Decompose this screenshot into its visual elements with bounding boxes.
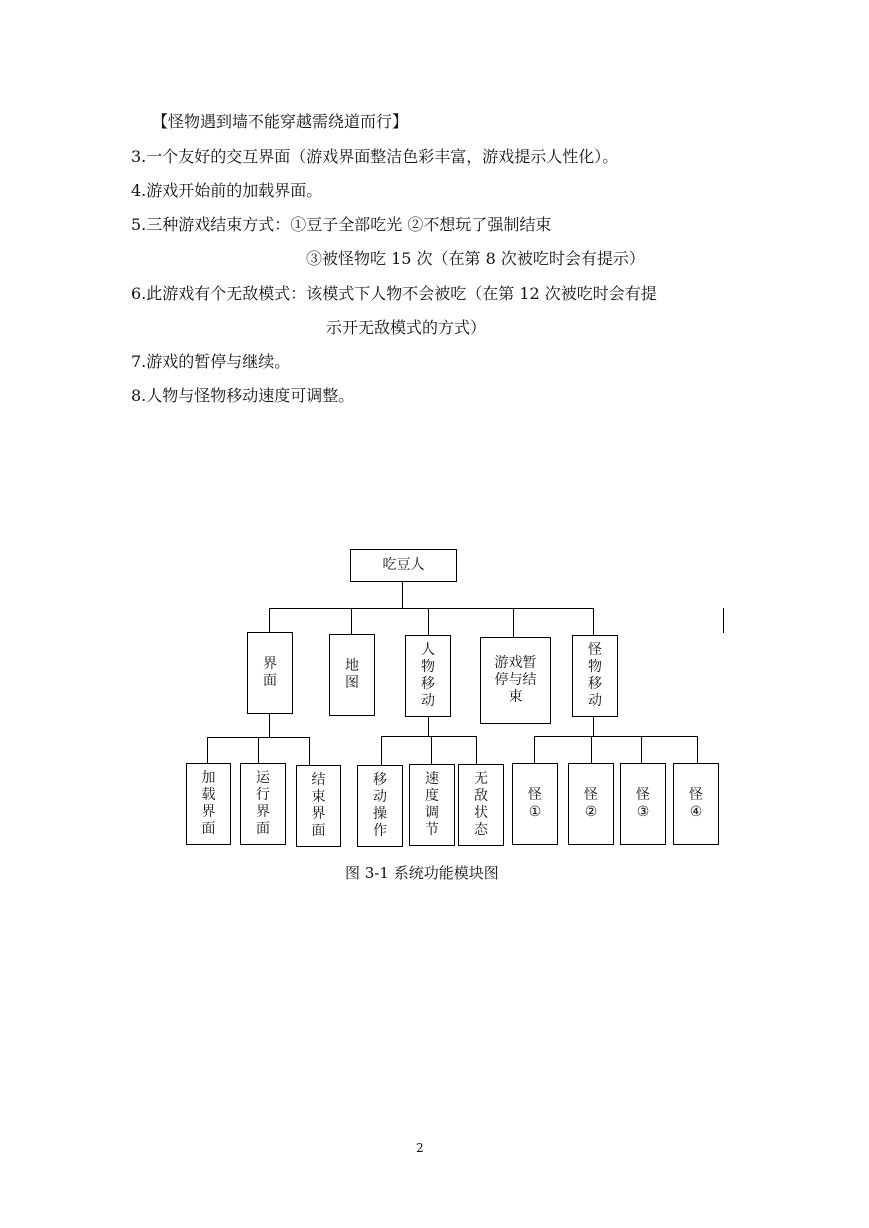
connector-line [593,608,594,635]
node-char: ② [584,804,598,820]
node-char: 怪 [689,787,703,803]
connector-line [428,717,429,736]
node-guai-4 [673,763,719,845]
connector-line [428,608,429,635]
node-char: 动 [588,693,602,709]
node-char: 地 [345,658,359,674]
node-sudu-tiaojie [409,764,455,846]
text-line-item-6: 6.此游戏有个无敌模式：该模式下人物不会被吃（在第 12 次被吃时会有提 [131,284,657,303]
node-char: 操 [373,806,387,822]
node-char: 面 [263,673,277,689]
node-zanting-jieshu [480,637,551,724]
node-char: 物 [421,659,435,675]
node-guai-3 [620,763,666,845]
node-char: 状 [474,805,488,821]
node-jiazai-jiemian [186,763,231,845]
connector-line [269,608,270,632]
connector-line [697,736,698,763]
text-line-item-3: 3.一个友好的交互界面（游戏界面整洁色彩丰富，游戏提示人性化）。 [131,147,619,166]
node-guaiwu-yidong [572,635,618,717]
connector-line [207,737,208,763]
node-char: 加 [201,770,216,786]
connector-line [591,736,592,763]
node-char: 移 [373,772,387,788]
connector-line [402,582,403,608]
node-char: 面 [256,821,270,837]
node-line: 停与结 [494,672,537,688]
node-char: 载 [201,787,216,803]
connector-line [269,608,594,609]
node-root [350,549,457,582]
node-char: 怪 [636,787,650,803]
node-char: 怪 [588,642,602,658]
connector-line [641,736,642,763]
node-char: 动 [421,693,435,709]
node-char: 人 [421,642,435,658]
node-jieshu-jiemian [296,765,341,847]
node-char: 节 [425,822,439,838]
node-guai-2 [568,763,614,845]
connector-line [431,736,432,764]
node-char: 面 [201,821,216,837]
node-char: 界 [311,806,326,822]
connector-line [258,737,259,763]
connector-line [476,736,477,764]
connector-line [534,736,698,737]
node-char: 调 [425,805,439,821]
connector-line [593,717,594,736]
node-char: 界 [256,804,270,820]
node-char: 速 [425,771,439,787]
node-char: 面 [311,823,326,839]
node-char: 作 [373,823,387,839]
connector-line [534,736,535,763]
node-char: 动 [373,789,387,805]
connector-line [351,608,352,634]
node-wudi-zhuangtai [458,764,504,846]
node-char: ④ [689,804,703,820]
text-line-item-7: 7.游戏的暂停与继续。 [131,352,291,371]
text-line-item-8: 8.人物与怪物移动速度可调整。 [131,386,355,405]
connector-line [381,736,477,737]
page-number: 2 [416,1141,424,1155]
node-char: 怪 [528,787,542,803]
node-jiemian [247,632,293,714]
node-char: 敌 [474,788,488,804]
node-guai-1 [512,763,558,845]
node-char: 态 [474,822,488,838]
node-char: 图 [345,675,359,691]
stray-mark [723,608,724,633]
node-root-label: 吃豆人 [382,557,425,573]
node-yidong-caozuo [357,765,403,847]
text-line-item-6-cont: 示开无敌模式的方式） [326,318,487,337]
node-char: 物 [588,659,602,675]
text-line-item-4: 4.游戏开始前的加载界面。 [131,181,323,200]
connector-line [513,608,514,637]
node-char: 移 [421,676,435,692]
node-char: 界 [201,804,216,820]
node-char: 怪 [584,787,598,803]
node-char: ① [528,804,542,820]
node-char: 行 [256,787,270,803]
connector-line [309,737,310,765]
connector-line [269,714,270,737]
node-char: 度 [425,788,439,804]
node-char: 结 [311,772,326,788]
node-yunxing-jiemian [240,763,286,845]
node-char: 移 [588,676,602,692]
figure-caption: 图 3-1 系统功能模块图 [345,864,499,882]
text-line-item-5-cont: ③被怪物吃 15 次（在第 8 次被吃时会有提示） [306,249,645,268]
node-char: 运 [256,770,270,786]
node-line: 束 [508,689,523,705]
node-renwu-yidong [405,635,451,717]
node-ditu [329,634,375,716]
text-line-wall-rule: 【怪物遇到墙不能穿越需绕道而行】 [152,112,409,131]
node-char: 束 [311,789,326,805]
node-char: 无 [474,771,488,787]
connector-line [381,736,382,765]
node-line: 游戏暂 [494,655,537,671]
node-char: 界 [263,656,277,672]
node-char: ③ [636,804,650,820]
text-line-item-5: 5.三种游戏结束方式：①豆子全部吃光 ②不想玩了强制结束 [131,215,552,234]
